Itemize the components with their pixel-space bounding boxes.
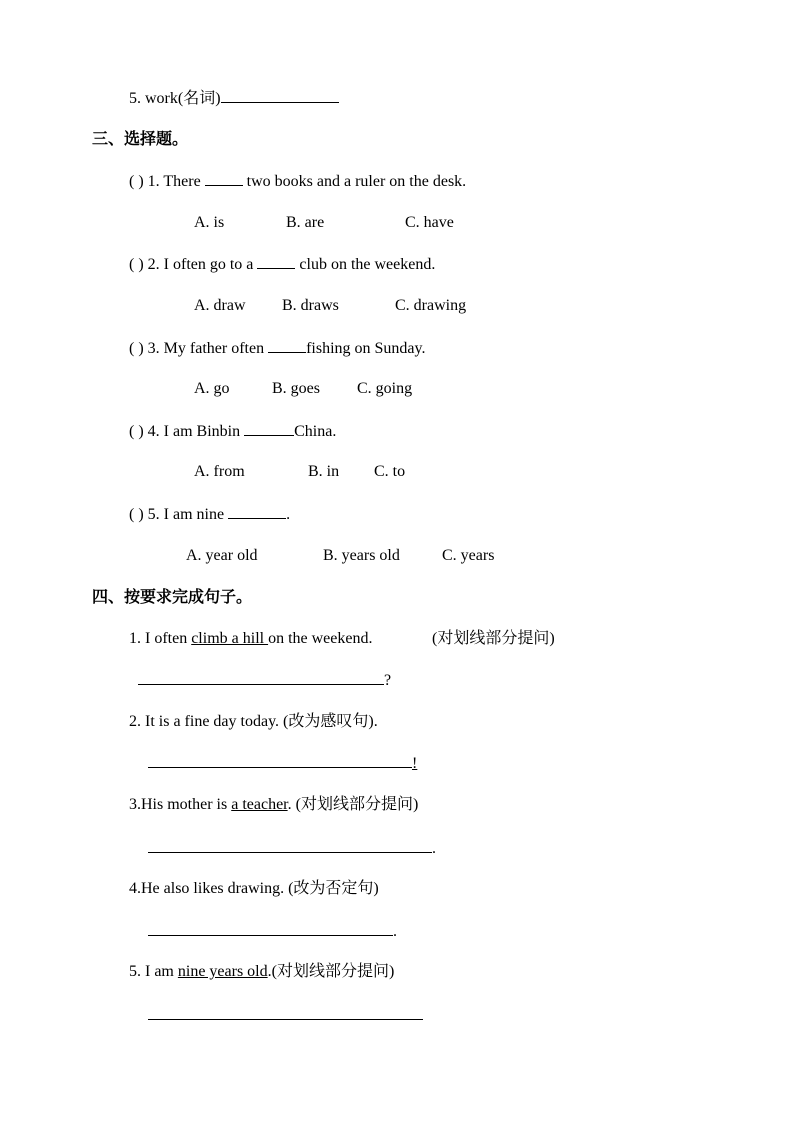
sentence-text: . xyxy=(287,796,296,813)
answer-paren[interactable]: ( ) xyxy=(129,423,144,440)
answer-line-5[interactable] xyxy=(148,1005,423,1026)
question-text: . xyxy=(286,506,291,523)
option-a[interactable]: A. go xyxy=(194,380,230,397)
option-b[interactable]: B. goes xyxy=(272,380,320,397)
sentence-text: on the weekend. xyxy=(268,630,373,647)
mc-question-3 xyxy=(129,338,425,359)
instruction: (改为感叹句). xyxy=(283,713,378,730)
question-text: 1. There xyxy=(147,173,205,190)
sentence-text: 3.His mother is xyxy=(129,796,232,813)
question-blank xyxy=(244,421,294,436)
option-a[interactable]: A. from xyxy=(194,463,245,480)
option-b[interactable]: B. are xyxy=(286,214,325,231)
answer-line-4[interactable] xyxy=(148,921,397,942)
answer-blank[interactable] xyxy=(148,1005,423,1020)
instruction: (对划线部分提问) xyxy=(295,796,419,813)
sentence-text: 5. I am xyxy=(129,963,178,980)
sentence-task-5 xyxy=(129,962,394,982)
section-heading-sentences: 四、按要求完成句子。 xyxy=(92,587,253,606)
option-a[interactable]: A. year old xyxy=(186,547,258,564)
instruction: (对划线部分提问) xyxy=(271,963,395,980)
instruction: (对划线部分提问) xyxy=(432,630,555,647)
option-c[interactable]: C. years xyxy=(442,547,495,564)
question-blank xyxy=(205,171,243,186)
option-a[interactable]: A. is xyxy=(194,214,225,231)
answer-blank[interactable] xyxy=(148,753,412,768)
section-heading-choice: 三、选择题。 xyxy=(92,129,189,148)
option-c[interactable]: C. going xyxy=(357,380,413,397)
sentence-text: 1. I often xyxy=(129,630,192,647)
underlined-phrase: climb a hill xyxy=(191,630,269,647)
answer-paren[interactable]: ( ) xyxy=(129,506,144,523)
answer-paren[interactable]: ( ) xyxy=(129,256,144,273)
question-blank xyxy=(257,254,295,269)
answer-paren[interactable]: ( ) xyxy=(129,173,144,190)
q5-word-form xyxy=(129,88,339,109)
q5-text: 5. work(名词) xyxy=(129,90,221,107)
mc-question-5 xyxy=(129,504,290,525)
answer-line-1[interactable] xyxy=(138,670,391,691)
answer-paren[interactable]: ( ) xyxy=(129,340,144,357)
option-b[interactable]: B. in xyxy=(308,463,340,480)
mc-question-4 xyxy=(129,421,336,442)
underlined-phrase: a teacher xyxy=(231,796,288,813)
question-text: 4. I am Binbin xyxy=(147,423,245,440)
end-punct: ! xyxy=(412,755,418,772)
end-punct: . xyxy=(393,923,397,940)
sentence-text: . xyxy=(267,963,272,980)
end-punct: . xyxy=(432,840,436,857)
sentence-task-3 xyxy=(129,795,418,815)
underlined-phrase: nine years old xyxy=(177,963,268,980)
option-c[interactable]: C. have xyxy=(405,214,454,231)
option-b[interactable]: B. draws xyxy=(282,297,339,314)
question-text: 2. I often go to a xyxy=(147,256,258,273)
answer-blank[interactable] xyxy=(148,921,393,936)
sentence-task-2 xyxy=(129,712,378,732)
question-text: 3. My father often xyxy=(147,340,269,357)
question-text: club on the weekend. xyxy=(295,256,436,273)
question-blank xyxy=(268,338,306,353)
option-a[interactable]: A. draw xyxy=(194,297,246,314)
question-text: 5. I am nine xyxy=(147,506,229,523)
sentence-task-4 xyxy=(129,879,379,899)
question-text: two books and a ruler on the desk. xyxy=(242,173,467,190)
sentence-task-1 xyxy=(129,629,372,649)
answer-blank[interactable] xyxy=(221,88,339,103)
answer-line-3[interactable] xyxy=(148,838,436,859)
instruction: (改为否定句) xyxy=(288,880,379,897)
option-b[interactable]: B. years old xyxy=(323,547,400,564)
option-c[interactable]: C. drawing xyxy=(395,297,467,314)
sentence-text: 2. It is a fine day today. xyxy=(129,713,284,730)
sentence-text: 4.He also likes drawing. xyxy=(129,880,289,897)
mc-question-2 xyxy=(129,254,435,275)
question-text: China. xyxy=(294,423,337,440)
question-text: fishing on Sunday. xyxy=(306,340,426,357)
question-blank xyxy=(228,504,286,519)
answer-line-2[interactable] xyxy=(148,753,417,774)
answer-blank[interactable] xyxy=(148,838,432,853)
mc-question-1 xyxy=(129,171,466,192)
end-punct: ? xyxy=(384,672,392,689)
answer-blank[interactable] xyxy=(138,670,384,685)
option-c[interactable]: C. to xyxy=(374,463,406,480)
